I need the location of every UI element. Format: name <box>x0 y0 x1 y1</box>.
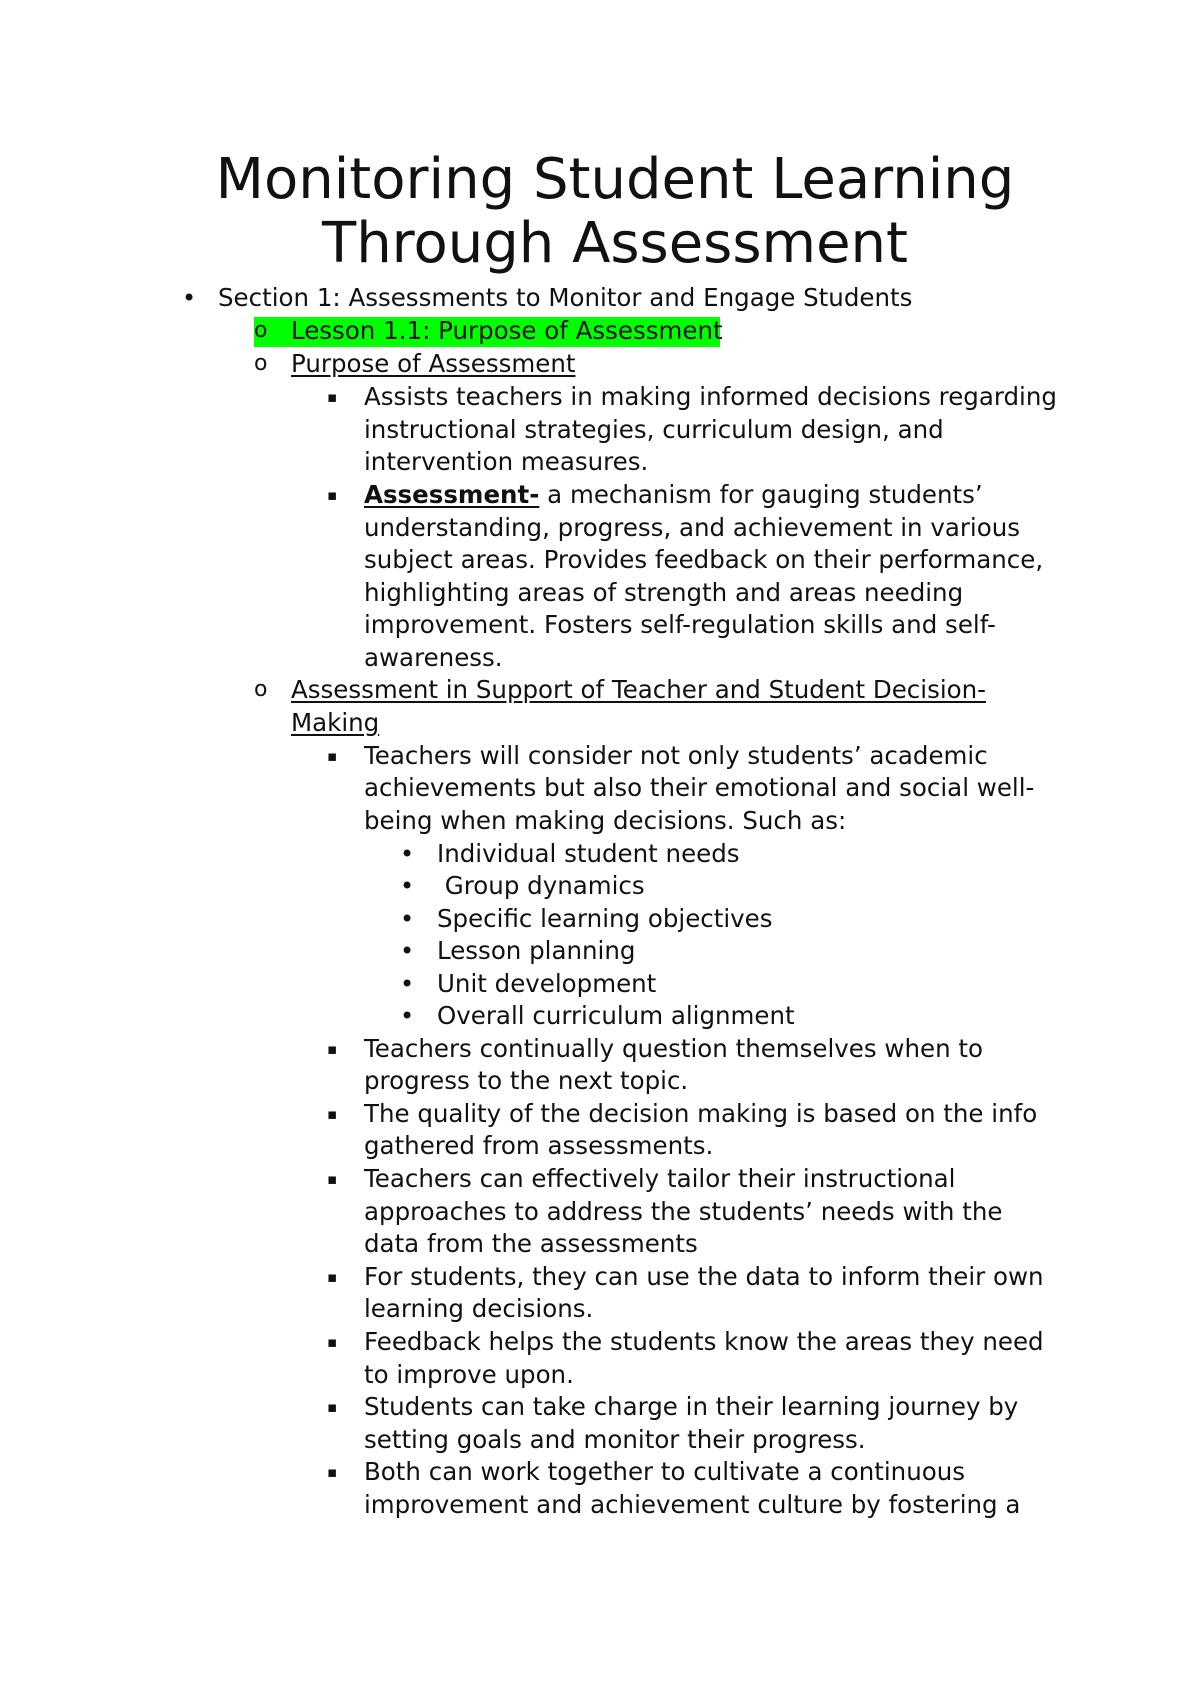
list-item-line: to improve upon. <box>364 1360 574 1389</box>
sub-list-item: Lesson planning <box>437 936 636 965</box>
sub-list-item: Group dynamics <box>437 871 645 900</box>
list-item-line: subject areas. Provides feedback on their performance, <box>364 545 1044 574</box>
list-item-line: Assists teachers in making informed decisions regarding <box>364 382 1057 411</box>
square-bullet-icon: ▪ <box>327 388 338 406</box>
definition-text: a mechanism for gauging students’ <box>539 480 983 509</box>
square-bullet-icon: ▪ <box>327 1463 338 1481</box>
list-item-line: Teachers can effectively tailor their instructional <box>364 1164 956 1193</box>
list-item-line: improvement. Fosters self-regulation skills and self- <box>364 610 996 639</box>
list-item-line: being when making decisions. Such as: <box>364 806 847 835</box>
list-item-line: For students, they can use the data to inform their own <box>364 1262 1044 1291</box>
list-item-line: awareness. <box>364 643 503 672</box>
square-bullet-icon: ▪ <box>327 1398 338 1416</box>
list-item-line: understanding, progress, and achievement in various <box>364 513 1021 542</box>
list-item-line: Feedback helps the students know the areas they need <box>364 1327 1044 1356</box>
list-item-line: Students can take charge in their learning journey by <box>364 1392 1019 1421</box>
bullet-icon: • <box>400 937 415 965</box>
list-item-line: Both can work together to cultivate a continuous <box>364 1457 966 1486</box>
list-item-line: intervention measures. <box>364 447 649 476</box>
subheading-support: Assessment in Support of Teacher and Student Decision- <box>291 675 986 704</box>
list-item-line <box>364 479 983 512</box>
list-item-line: progress to the next topic. <box>364 1066 689 1095</box>
bullet-icon: • <box>400 905 415 933</box>
list-item-line: The quality of the decision making is based on the info <box>364 1099 1038 1128</box>
section-heading: Section 1: Assessments to Monitor and Engage Students <box>218 283 913 312</box>
list-item-line: improvement and achievement culture by fostering a <box>364 1490 1021 1519</box>
list-item-line: instructional strategies, curriculum design, and <box>364 415 944 444</box>
list-item-line: achievements but also their emotional and social well- <box>364 773 1035 802</box>
list-item-line: Teachers continually question themselves when to <box>364 1034 983 1063</box>
title-line-2: Through Assessment <box>321 211 908 276</box>
square-bullet-icon: ▪ <box>327 1333 338 1351</box>
sub-list-item: Overall curriculum alignment <box>437 1001 795 1030</box>
bullet-icon: • <box>400 840 415 868</box>
bullet-icon: • <box>182 284 197 312</box>
square-bullet-icon: ▪ <box>327 1268 338 1286</box>
list-item-line: Teachers will consider not only students’ academic <box>364 741 988 770</box>
list-item-line: learning decisions. <box>364 1294 594 1323</box>
bullet-icon: • <box>400 1002 415 1030</box>
square-bullet-icon: ▪ <box>327 1040 338 1058</box>
square-bullet-icon: ▪ <box>327 486 338 504</box>
circle-bullet-icon: o <box>254 318 268 343</box>
square-bullet-icon: ▪ <box>327 1105 338 1123</box>
sub-list-item: Specific learning objectives <box>437 904 773 933</box>
title-line-1: Monitoring Student Learning <box>215 147 1015 212</box>
square-bullet-icon: ▪ <box>327 747 338 765</box>
list-item-line: gathered from assessments. <box>364 1131 714 1160</box>
list-item-line: highlighting areas of strength and areas needing <box>364 578 964 607</box>
list-item-line: approaches to address the students’ needs with the <box>364 1197 1003 1226</box>
circle-bullet-icon: o <box>254 351 268 376</box>
list-item-line: data from the assessments <box>364 1229 698 1258</box>
bullet-icon: • <box>400 970 415 998</box>
circle-bullet-icon: o <box>254 677 268 702</box>
lesson-heading: Lesson 1.1: Purpose of Assessment <box>291 316 723 345</box>
sub-list-item: Individual student needs <box>437 839 740 868</box>
bullet-icon: • <box>400 872 415 900</box>
subheading-support: Making <box>291 708 380 737</box>
document-title <box>0 148 1200 276</box>
subheading-purpose: Purpose of Assessment <box>291 349 576 378</box>
sub-list-item: Unit development <box>437 969 657 998</box>
square-bullet-icon: ▪ <box>327 1170 338 1188</box>
definition-term: Assessment- <box>364 480 540 509</box>
list-item-line: setting goals and monitor their progress. <box>364 1425 866 1454</box>
